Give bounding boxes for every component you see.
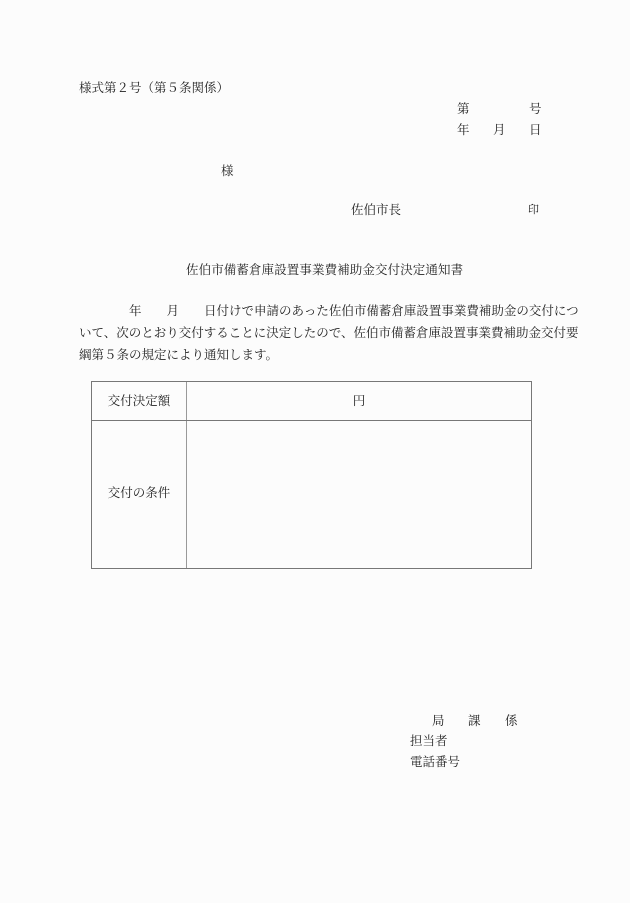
person-in-charge-label: 担当者 (410, 733, 448, 748)
issuer: 佐伯市長 (351, 202, 402, 217)
body-line: いて、次のとおり交付することに決定したので、佐伯市備蓄倉庫設置事業費補助金交付要 (79, 325, 579, 340)
unit-label: 係 (505, 713, 518, 728)
bureau-label: 局 (432, 713, 445, 728)
grant-table (91, 381, 532, 569)
phone-number-label: 電話番号 (410, 754, 461, 769)
date-month: 月 (493, 122, 506, 137)
section-label: 課 (468, 713, 481, 728)
body-text (79, 300, 579, 366)
form-number: 様式第２号（第５条関係） (79, 80, 230, 95)
date-day: 日 (529, 122, 542, 137)
addressee: 様 (221, 163, 234, 178)
date-year: 年 (457, 122, 470, 137)
reference-prefix: 第 (457, 101, 470, 116)
grant-amount-value: 円 (352, 393, 366, 408)
document-title: 佐伯市備蓄倉庫設置事業費補助金交付決定通知書 (186, 262, 464, 277)
reference-suffix: 号 (529, 101, 542, 116)
grant-amount-label: 交付決定額 (107, 393, 171, 408)
body-line: 年 月 日付けで申請のあった佐伯市備蓄倉庫設置事業費補助金の交付につ (79, 303, 579, 318)
grant-conditions-value (187, 421, 531, 568)
body-line: 綱第５条の規定により通知します。 (79, 347, 279, 362)
seal-mark-icon: 印 (528, 203, 539, 216)
grant-conditions-label: 交付の条件 (107, 485, 171, 500)
